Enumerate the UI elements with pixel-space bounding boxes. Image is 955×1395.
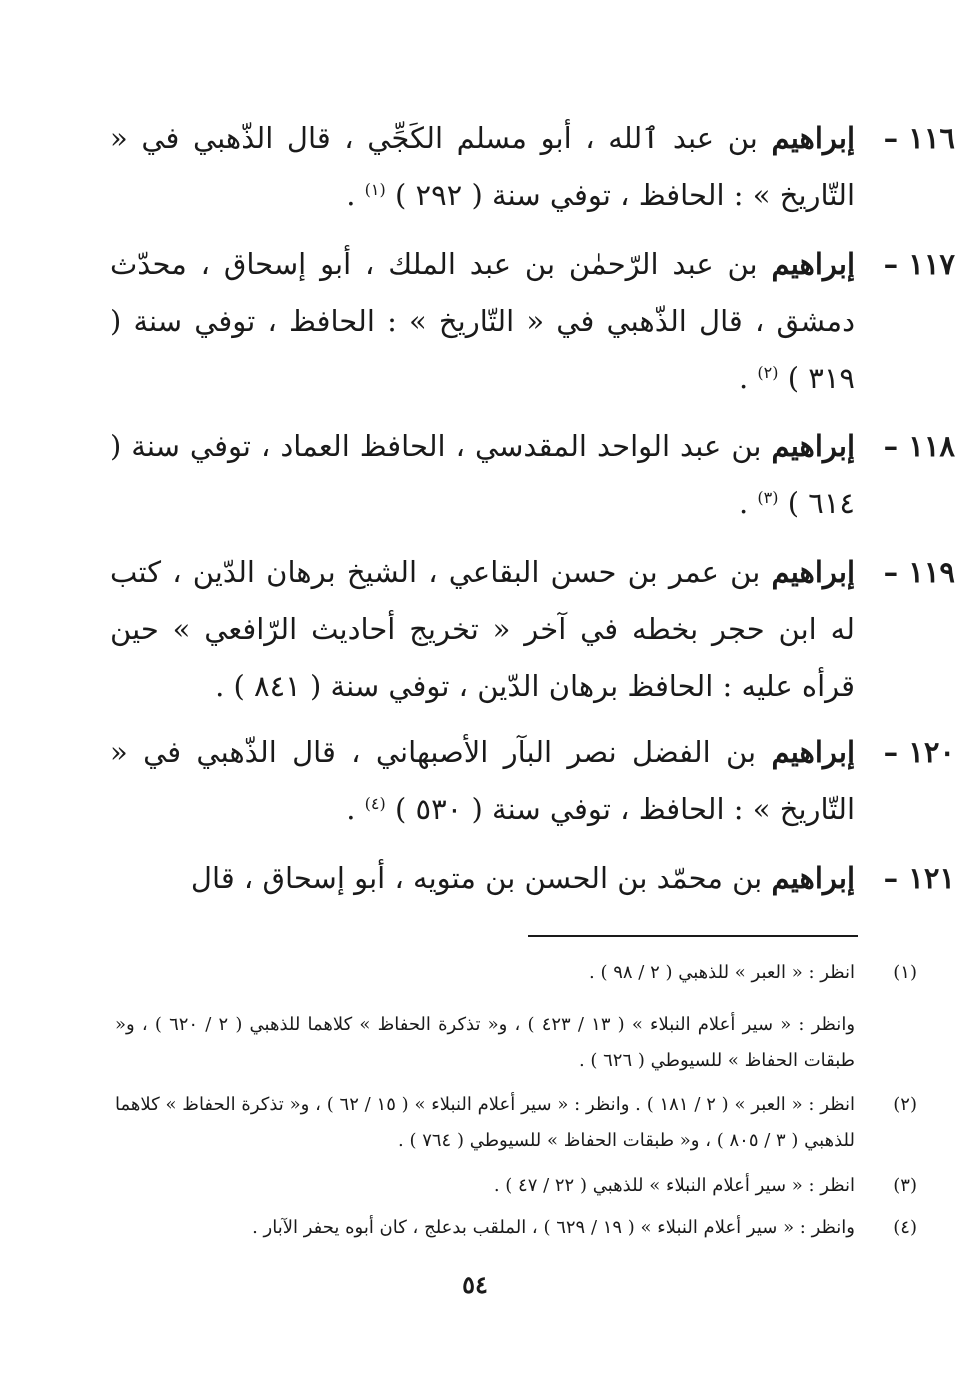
footnote-3: [115, 1168, 917, 1204]
footnote-mark: (٣): [893, 1175, 917, 1196]
entry-name: إبراهيم: [771, 121, 855, 155]
entry-text: بن الفضل نصر البآر الأصبهاني ، قال الذّهبي في « التّاريخ » : الحافظ ، توفي سنة ( ٥٣٠ ): [110, 735, 855, 826]
entry-tail: .: [738, 486, 758, 520]
footnote-text: وانظر : « سير أعلام النبلاء » ( ١٩ / ٦٢٩ ) ، الملقب بدعلج ، كان أبوه يحفر الآبار .: [252, 1217, 855, 1238]
entry-name: إبراهيم: [771, 247, 855, 281]
footnote-text: انظر : « العبر » ( ٢ / ١٨١ ) . وانظر : « سير أعلام النبلاء » ( ١٥ / ٦٢ ) ، و« تذكرة الحفاظ » كلاهما للذهبي ( ٣ / ٨٠٥ ) ، و« طبقات الحفاظ » للسيوطي ( ٧٦٤ ) .: [115, 1094, 855, 1151]
footnote-1: [115, 955, 917, 991]
footnote-text: انظر : « سير أعلام النبلاء » للذهبي ( ٢٢ / ٤٧ ) .: [493, 1175, 855, 1196]
entry-tail: .: [346, 178, 365, 212]
entry-text: بن محمّد بن الحسن بن متويه ، أبو إسحاق ، قال: [190, 861, 763, 895]
footnote-2: [115, 1087, 917, 1159]
entry-118: [110, 418, 955, 532]
footnote-ref: (١): [364, 180, 386, 199]
footnote-divider: [528, 935, 858, 937]
footnote-4: [115, 1210, 917, 1246]
entry-121: [110, 850, 955, 907]
entry-text: بن عبد الواحد المقدسي ، الحافظ العماد ، توفي سنة ( ٦١٤ ): [110, 429, 855, 520]
entry-text: بن عمر بن حسن البقاعي ، الشيخ برهان الدّين ، كتب له ابن حجر بخطه في آخر « تخريج أحاديث الرّافعي » حين قرأه عليه : الحافظ برهان الدّين ، توفي سنة ( ٨٤١ ) .: [110, 555, 855, 703]
entry-number: ١٢٠ –: [883, 735, 955, 769]
entry-name: إبراهيم: [771, 429, 855, 463]
entry-text: بن عبد الرّحمٰن بن عبد الملك ، أبو إسحاق ، محدّث دمشق ، قال الذّهبي في « التّاريخ » : الحافظ ، توفي سنة ( ٣١٩ ): [110, 247, 855, 395]
entry-116: [110, 110, 955, 224]
footnote-ref: (٤): [364, 794, 386, 813]
footnote-mark: (٤): [893, 1217, 917, 1238]
entry-117: [110, 236, 955, 407]
entry-name: إبراهيم: [771, 735, 855, 769]
page-number: ٥٤: [462, 1270, 488, 1299]
entry-number: ١١٩ –: [883, 555, 955, 589]
entry-119: [110, 544, 955, 715]
footnote-text: وانظر : « سير أعلام النبلاء » ( ١٣ / ٤٢٣ ) ، و« تذكرة الحفاظ » كلاهما للذهبي ( ٢ / ٦٢٠ ) ، و« طبقات الحفاظ » للسيوطي ( ٦٢٦ ) .: [115, 1014, 856, 1071]
entry-name: إبراهيم: [771, 861, 855, 895]
entry-number: ١٢١ –: [883, 861, 955, 895]
entry-text: بن عبد ٱلله ، أبو مسلم الكَجِّي ، قال الذّهبي في « التّاريخ » : الحافظ ، توفي سنة ( ٢٩٢ ): [110, 121, 855, 212]
footnote-1-continued: [115, 1007, 855, 1079]
footnote-text: انظر : « العبر » للذهبي ( ٢ / ٩٨ ) .: [589, 962, 855, 983]
entry-name: إبراهيم: [771, 555, 855, 589]
entry-tail: .: [346, 792, 365, 826]
entry-tail: .: [738, 361, 758, 395]
footnote-mark: (١): [893, 962, 917, 983]
footnote-ref: (٣): [757, 488, 779, 507]
footnote-ref: (٢): [757, 363, 779, 382]
entry-number: ١١٨ –: [883, 429, 955, 463]
entry-120: [110, 724, 955, 838]
entry-number: ١١٦ –: [883, 121, 955, 155]
footnote-mark: (٢): [893, 1094, 917, 1115]
entry-number: ١١٧ –: [883, 247, 955, 281]
